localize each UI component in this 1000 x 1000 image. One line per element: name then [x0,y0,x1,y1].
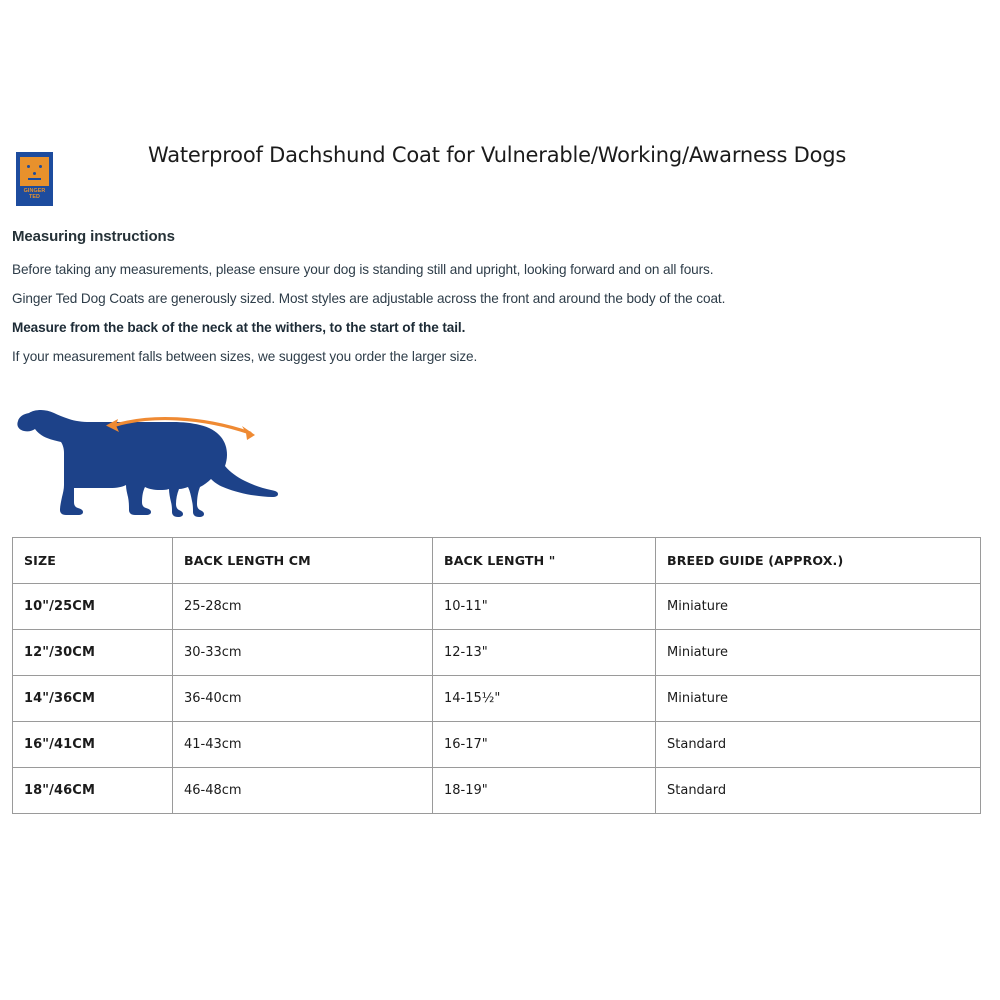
size-guide-table [12,537,981,814]
column-header-back-length-cm: BACK LENGTH CM [173,538,433,584]
cell-breed-guide: Miniature [656,630,981,676]
cell-back-length-inches: 14-15½" [433,676,656,722]
logo-eye-right-icon [39,165,42,168]
table-row [13,676,981,722]
cell-back-length-cm: 46-48cm [173,768,433,814]
cell-size: 10"/25CM [13,584,173,630]
table-row [13,722,981,768]
table-header-row [13,538,981,584]
cell-breed-guide: Miniature [656,676,981,722]
column-header-breed-guide: BREED GUIDE (APPROX.) [656,538,981,584]
page-title: Waterproof Dachshund Coat for Vulnerable/Working/Awarness Dogs [148,143,847,167]
logo-brand-text [16,188,53,200]
cell-size: 16"/41CM [13,722,173,768]
column-header-size: SIZE [13,538,173,584]
logo-eye-left-icon [27,165,30,168]
ginger-ted-logo [16,152,53,206]
logo-brand-line-1: GINGER [23,188,46,194]
cell-size: 14"/36CM [13,676,173,722]
cell-back-length-cm: 30-33cm [173,630,433,676]
logo-mouth-icon [28,178,41,180]
cell-back-length-cm: 36-40cm [173,676,433,722]
table-row [13,768,981,814]
cell-back-length-inches: 16-17" [433,722,656,768]
instructions-line-3: Measure from the back of the neck at the withers, to the start of the tail. [12,320,466,335]
cell-back-length-inches: 10-11" [433,584,656,630]
instructions-line-1: Before taking any measurements, please ensure your dog is standing still and upright, looking forward and on all fours. [12,262,714,277]
cell-back-length-cm: 41-43cm [173,722,433,768]
cell-size: 18"/46CM [13,768,173,814]
measuring-instructions-heading: Measuring instructions [12,228,175,245]
cell-breed-guide: Miniature [656,584,981,630]
cell-back-length-inches: 18-19" [433,768,656,814]
logo-nose-icon [33,172,36,175]
logo-dog-face-icon [20,157,49,186]
logo-brand-line-2: TED [28,194,41,201]
dachshund-silhouette-icon [17,410,278,517]
cell-breed-guide: Standard [656,768,981,814]
dachshund-measuring-illustration [10,392,290,522]
table-row [13,584,981,630]
instructions-line-4: If your measurement falls between sizes, we suggest you order the larger size. [12,349,478,364]
cell-back-length-cm: 25-28cm [173,584,433,630]
instructions-line-2: Ginger Ted Dog Coats are generously sized. Most styles are adjustable across the front and around the body of the coat. [12,291,726,306]
column-header-back-length-inches: BACK LENGTH " [433,538,656,584]
cell-size: 12"/30CM [13,630,173,676]
cell-back-length-inches: 12-13" [433,630,656,676]
table-row [13,630,981,676]
cell-breed-guide: Standard [656,722,981,768]
